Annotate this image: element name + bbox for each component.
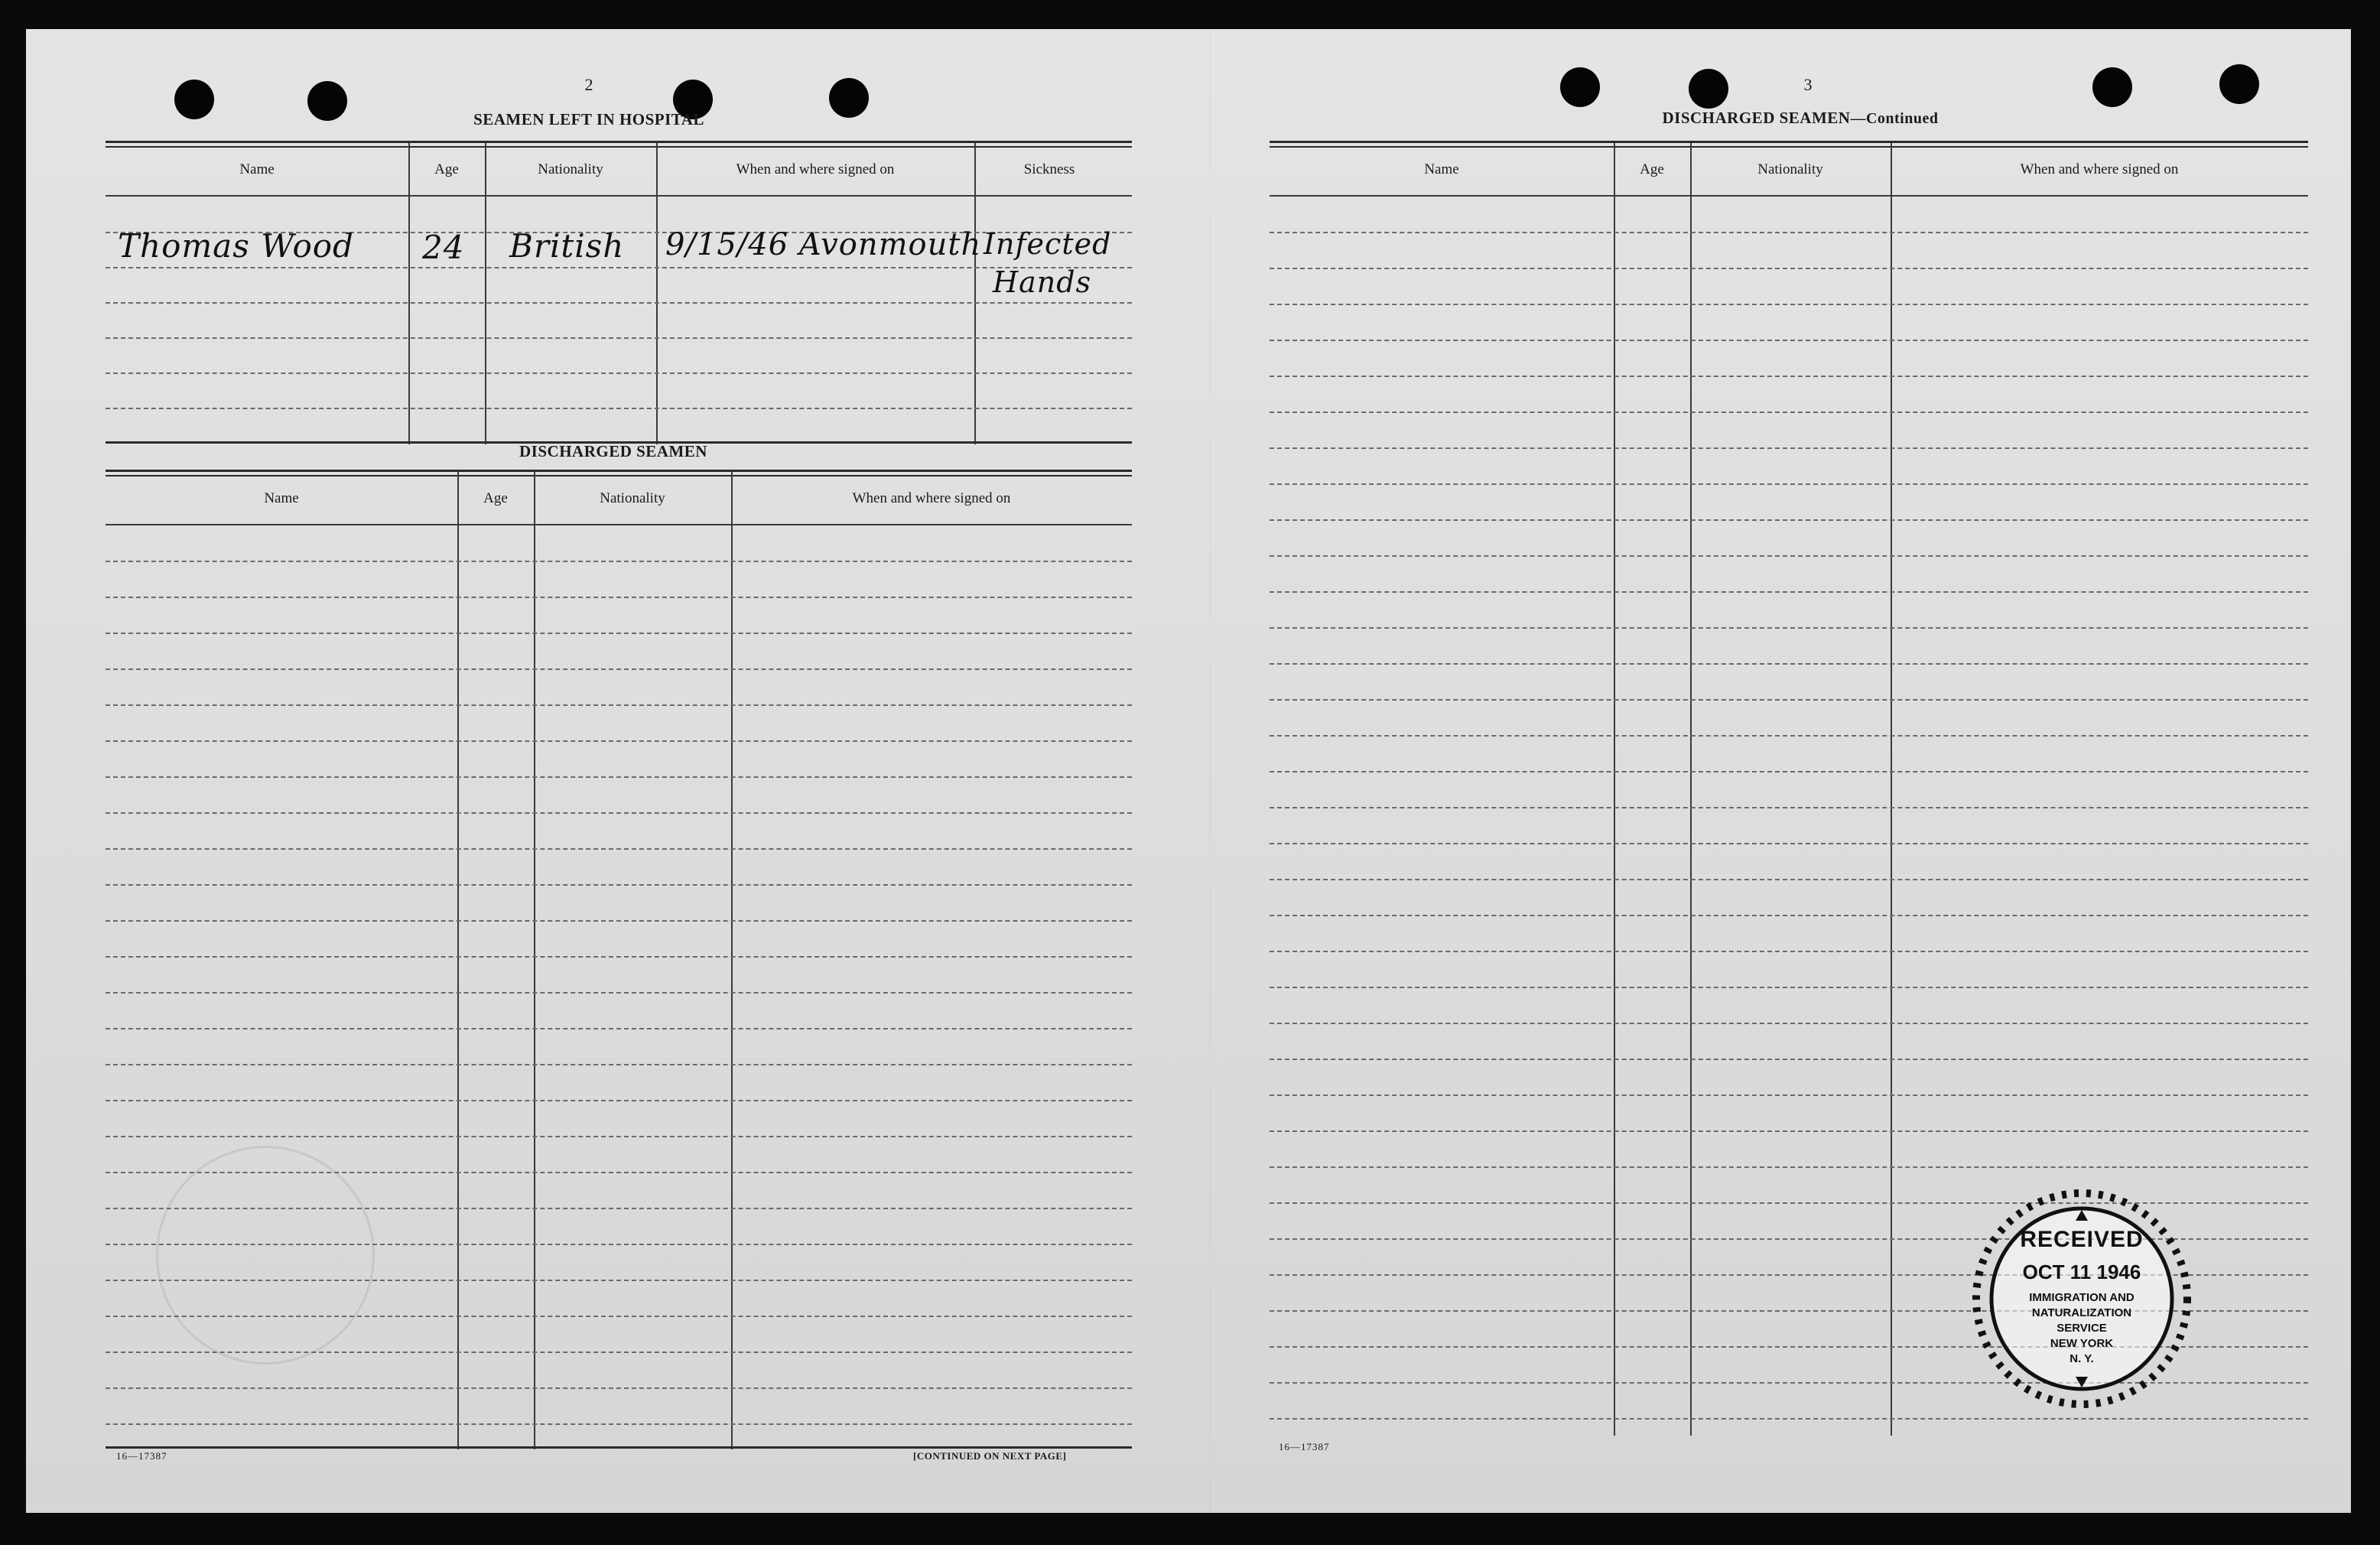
ruled-line xyxy=(1270,1130,2308,1132)
ruled-line xyxy=(1270,340,2308,341)
ruled-line xyxy=(106,1064,1132,1065)
entry-sickness-line2: Hands xyxy=(993,265,1092,299)
ruled-line xyxy=(106,920,1132,922)
stamp-line6: NEW YORK xyxy=(2050,1337,2114,1350)
ruled-line xyxy=(1270,483,2308,485)
ruled-line xyxy=(1270,1166,2308,1168)
ruled-line xyxy=(106,597,1132,598)
ruled-line xyxy=(1270,915,2308,916)
ruled-line xyxy=(1270,771,2308,772)
stamp-line3: IMMIGRATION AND xyxy=(2029,1291,2135,1304)
col-header-age: Age xyxy=(1640,161,1664,177)
punch-hole xyxy=(1560,67,1600,107)
ruled-line xyxy=(106,1387,1132,1389)
form-number-left: 16—17387 xyxy=(116,1450,167,1462)
ruled-line xyxy=(1270,304,2308,305)
punch-hole xyxy=(2219,64,2259,104)
ruled-line xyxy=(1270,663,2308,665)
ruled-line xyxy=(1270,1095,2308,1096)
ruled-line xyxy=(1270,268,2308,269)
stamp-line5: SERVICE xyxy=(2056,1322,2107,1335)
col-header-nationality: Nationality xyxy=(538,161,603,177)
ruled-line xyxy=(106,668,1132,670)
ruled-line xyxy=(1270,447,2308,449)
ruled-line xyxy=(106,1136,1132,1137)
ruled-line xyxy=(106,848,1132,850)
entry-name: Thomas Wood xyxy=(118,227,354,265)
manifest-sheet xyxy=(26,29,2351,1513)
ruled-line xyxy=(106,633,1132,634)
ruled-line xyxy=(1270,807,2308,808)
ruled-line xyxy=(1270,987,2308,988)
ruled-line xyxy=(106,992,1132,994)
col-header-name: Name xyxy=(1424,161,1459,177)
ruled-line xyxy=(106,812,1132,814)
title-continued: —Continued xyxy=(1850,110,1939,127)
col-header-signed-on: When and where signed on xyxy=(2020,161,2179,177)
ruled-line xyxy=(1270,879,2308,880)
col-header-age: Age xyxy=(483,490,508,506)
col-header-sickness: Sickness xyxy=(1023,161,1075,177)
ruled-line xyxy=(106,704,1132,706)
ruled-line xyxy=(106,776,1132,778)
discharged-section-title: DISCHARGED SEAMEN xyxy=(519,442,707,460)
punch-hole xyxy=(307,81,347,121)
col-header-name: Name xyxy=(264,490,299,506)
ruled-line xyxy=(1270,1023,2308,1024)
entry-age: 24 xyxy=(422,229,465,266)
ruled-line xyxy=(106,956,1132,958)
col-header-signed-on: When and where signed on xyxy=(736,161,895,177)
ruled-line xyxy=(1270,735,2308,737)
discharged-continued-title xyxy=(1586,109,2014,128)
stamp-line4: NATURALIZATION xyxy=(2031,1306,2132,1319)
ruled-line xyxy=(1270,699,2308,701)
entry-signed-on: 9/15/46 Avonmouth xyxy=(665,227,982,262)
punch-hole xyxy=(1689,69,1728,109)
col-header-nationality: Nationality xyxy=(600,490,665,506)
ruled-line xyxy=(106,1100,1132,1101)
hospital-table xyxy=(106,141,1132,444)
ruled-line xyxy=(1270,1418,2308,1420)
ruled-line xyxy=(1270,843,2308,844)
col-header-name: Name xyxy=(239,161,275,177)
ruled-line xyxy=(1270,376,2308,377)
ruled-line xyxy=(1270,555,2308,557)
page-number-right: 3 xyxy=(1803,75,1813,94)
stamp-line7: N. Y. xyxy=(2069,1352,2094,1365)
faint-stamp-impression xyxy=(156,1146,375,1364)
ruled-line xyxy=(1270,519,2308,521)
entry-sickness-line1: Infected xyxy=(984,227,1112,261)
punch-hole xyxy=(829,78,869,118)
ruled-line xyxy=(106,1423,1132,1425)
ruled-line xyxy=(1270,1059,2308,1060)
page-number-left: 2 xyxy=(584,75,593,94)
ruled-line xyxy=(106,884,1132,886)
entry-nationality: British xyxy=(509,227,625,265)
punch-hole xyxy=(174,80,214,119)
col-header-nationality: Nationality xyxy=(1757,161,1823,177)
ruled-line xyxy=(106,740,1132,742)
ruled-line xyxy=(1270,411,2308,413)
received-stamp xyxy=(1967,1184,2196,1413)
punch-hole xyxy=(2092,67,2132,107)
continued-note: [CONTINUED ON NEXT PAGE] xyxy=(913,1450,1067,1462)
stamp-line1: RECEIVED xyxy=(2020,1227,2144,1252)
col-header-signed-on: When and where signed on xyxy=(852,490,1011,506)
ruled-line xyxy=(1270,951,2308,952)
ruled-line xyxy=(1270,232,2308,233)
title-main: DISCHARGED SEAMEN xyxy=(1662,109,1851,127)
col-header-age: Age xyxy=(434,161,459,177)
form-number-right: 16—17387 xyxy=(1279,1441,1330,1452)
stamp-line2: OCT 11 1946 xyxy=(2022,1260,2141,1283)
hospital-section-title: SEAMEN LEFT IN HOSPITAL xyxy=(473,110,704,128)
ruled-line xyxy=(1270,591,2308,593)
ruled-line xyxy=(106,1028,1132,1029)
ruled-line xyxy=(1270,627,2308,629)
ruled-line xyxy=(106,561,1132,562)
